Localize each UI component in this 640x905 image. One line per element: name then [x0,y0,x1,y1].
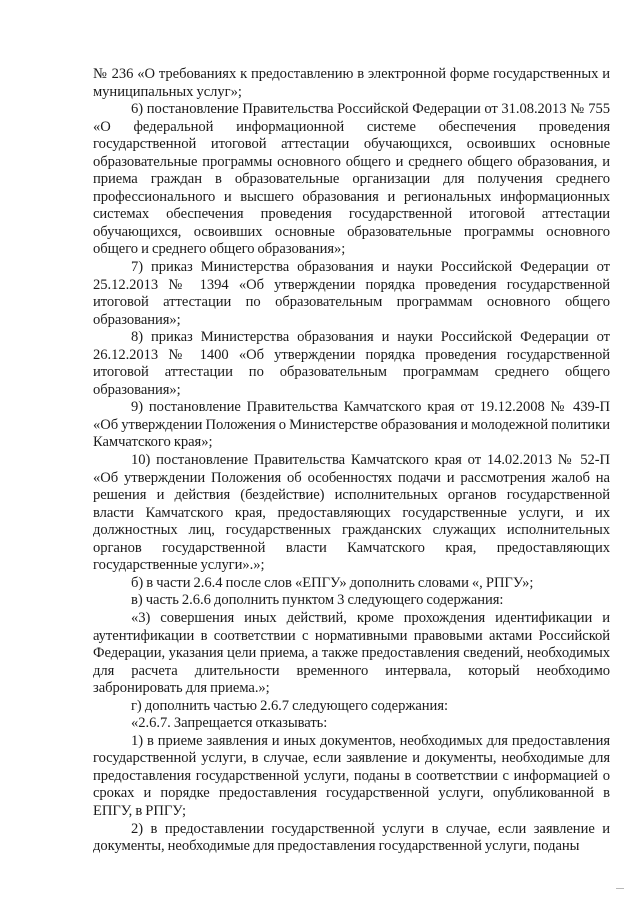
paragraph: 7) приказ Министерства образования и науки Российской Федерации от 25.12.2013 № 1394 «Об утверждении порядка проведения государственной итоговой аттестации по образовательным программам основного общего образования»; [93,259,610,328]
paragraph: № 236 «О требованиях к предоставлению в электронной форме государственных и муниципальных услуг»; [93,66,610,100]
paragraph: б) в части 2.6.4 после слов «ЕПГУ» дополнить словами «, РПГУ»; [131,574,534,591]
paragraph: 10) постановление Правительства Камчатского края от 14.02.2013 № 52-П «Об утверждении Положения об особенностях подачи и рассмотрения жалоб на решения и действия (бездействие) исполнительных органов государственной власти Камчатского края, предоставляющих государственные услуги, и их должностных лиц, государственных гражданских служащих исполнительных органов государственной власти Камчатского края, предоставляющих государственные услуги».»; [93,452,610,574]
paragraph: в) часть 2.6.6 дополнить пунктом 3 следующего содержания: [131,592,504,609]
paragraph: 2) в предоставлении государственной услуги в случае, если заявление и документы, необходимые для предоставления государственной услуги, поданы [93,820,610,855]
document-body [93,66,610,856]
paragraph: 1) в приеме заявления и иных документов, необходимых для предоставления государственной услуги, в случае, если заявление и документы, необходимые для предоставления государственной услуги, поданы в соответствии с информацией о сроках и порядке предоставления государственной услуги, опубликованной в ЕПГУ, в РПГУ; [93,732,610,819]
paragraph: 6) постановление Правительства Российской Федерации от 31.08.2013 № 755 «О федеральной информационной системе обеспечения проведения государственной итоговой аттестации обучающихся, освоивших основные образовательные программы основного общего и среднего общего образования, и приема граждан в образовательные организации для получения среднего профессионального и высшего образования и региональных информационных системах обеспечения проведения государственной итоговой аттестации обучающихся, освоивших основные образовательные программы основного общего и среднего общего образования»; [93,101,610,258]
paragraph: 8) приказ Министерства образования и науки Российской Федерации от 26.12.2013 № 1400 «Об утверждении порядка проведения государственной итоговой аттестации по образовательным программам среднего общего образования»; [93,329,610,398]
paragraph: 9) постановление Правительства Камчатского края от 19.12.2008 № 439-П «Об утверждении Положения о Министерстве образования и молодежной политики Камчатского края»; [93,399,610,451]
paragraph: «2.6.7. Запрещается отказывать: [131,715,328,732]
scan-mark [616,888,624,889]
paragraph: «3) совершения иных действий, кроме прохождения идентификации и аутентификации в соответствии с нормативными правовыми актами Российской Федерации, указания цели приема, а также предоставления сведений, необходимых для расчета длительности временного интервала, который необходимо забронировать для приема.»; [93,609,610,697]
paragraph: г) дополнить частью 2.6.7 следующего содержания: [131,697,448,714]
